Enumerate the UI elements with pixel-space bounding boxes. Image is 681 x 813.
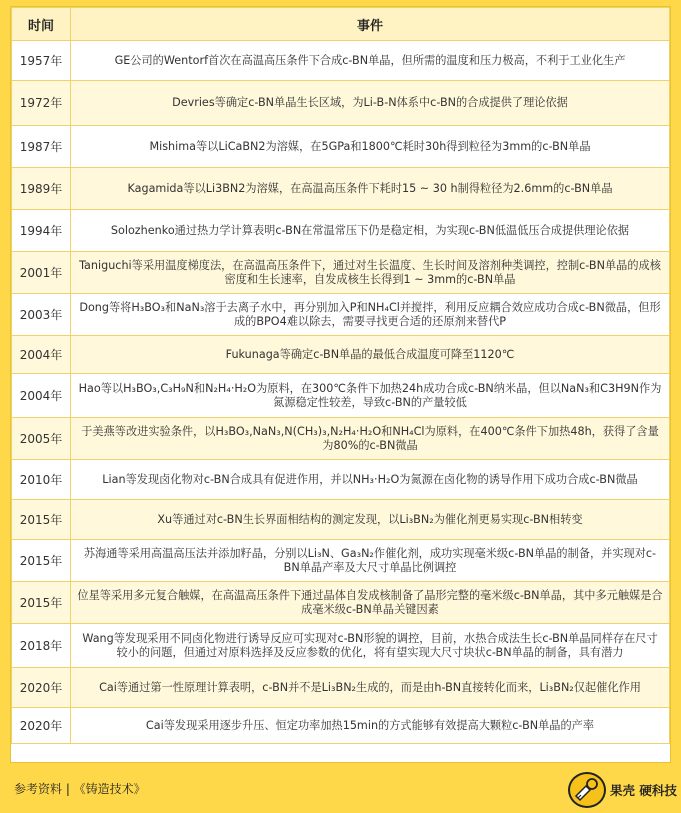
brand-logo xyxy=(568,770,678,810)
row-year: 2005年 xyxy=(12,418,71,460)
table-row xyxy=(12,418,670,460)
row-year: 1994年 xyxy=(12,210,71,252)
table-row xyxy=(12,460,670,500)
row-year: 2003年 xyxy=(12,294,71,336)
header-time: 时间 xyxy=(12,8,71,41)
row-event: 位星等采用多元复合触媒，在高温高压条件下通过晶体自发成核制备了晶形完整的毫米级c-BN单晶，其中多元触媒是合成毫米级c-BN单晶关键因素 xyxy=(71,582,670,624)
table-row xyxy=(12,668,670,708)
table-row xyxy=(12,500,670,540)
row-event: Solozhenko通过热力学计算表明c-BN在常温常压下仍是稳定相，为实现c-BN低温低压合成提供理论依据 xyxy=(71,210,670,252)
row-event: Taniguchi等采用温度梯度法，在高温高压条件下，通过对生长温度、生长时间及溶剂种类调控，控制c-BN单晶的成核密度和生长速率，自发成核生长得到1 ~ 3mm的c-BN单晶 xyxy=(71,252,670,294)
table-row xyxy=(12,374,670,418)
header-event: 事件 xyxy=(71,8,670,41)
row-event: Mishima等以LiCaBN2为溶媒，在5GPa和1800℃耗时30h得到粒径为3mm的c-BN单晶 xyxy=(71,126,670,168)
row-year: 2004年 xyxy=(12,374,71,418)
row-year: 2010年 xyxy=(12,460,71,500)
row-year: 2015年 xyxy=(12,500,71,540)
row-event: Lian等发现卤化物对c-BN合成具有促进作用，并以NH₃·H₂O为氮源在卤化物的诱导作用下成功合成c-BN微晶 xyxy=(71,460,670,500)
row-event: GE公司的Wentorf首次在高温高压条件下合成c-BN单晶，但所需的温度和压力极高，不利于工业化生产 xyxy=(71,41,670,81)
row-event: Wang等发现采用不同卤化物进行诱导反应可实现对c-BN形貌的调控，目前，水热合成法生长c-BN单晶同样存在尺寸较小的问题，但通过对原料选择及反应参数的优化，将有望实现大尺寸块状c-BN单晶的制备，具有潜力 xyxy=(71,624,670,668)
row-year: 2004年 xyxy=(12,336,71,374)
row-year: 2018年 xyxy=(12,624,71,668)
table-row xyxy=(12,708,670,744)
row-event: Cai等发现采用逐步升压、恒定功率加热15min的方式能够有效提高大颗粒c-BN单晶的产率 xyxy=(71,708,670,744)
table-row xyxy=(12,126,670,168)
row-event: Fukunaga等确定c-BN单晶的最低合成温度可降至1120℃ xyxy=(71,336,670,374)
row-event: Dong等将H₃BO₃和NaN₃溶于去离子水中，再分别加入P和NH₄Cl并搅拌，利用反应耦合效应成功合成c-BN微晶，但形成的BPO4难以除去，需要寻找更合适的还原剂来替代P xyxy=(71,294,670,336)
row-year: 2020年 xyxy=(12,668,71,708)
table-row xyxy=(12,252,670,294)
row-event: Kagamida等以Li3BN2为溶媒，在高温高压条件下耗时15 ~ 30 h制得粒径为2.6mm的c-BN单晶 xyxy=(71,168,670,210)
row-year: 2015年 xyxy=(12,540,71,582)
row-year: 1972年 xyxy=(12,81,71,126)
table-row xyxy=(12,624,670,668)
row-event: 于美燕等改进实验条件，以H₃BO₃,NaN₃,N(CH₃)₃,N₂H₄·H₂O和NH₄Cl为原料，在400℃条件下加热48h，获得了含量为80%的c-BN微晶 xyxy=(71,418,670,460)
row-year: 2001年 xyxy=(12,252,71,294)
row-year: 1957年 xyxy=(12,41,71,81)
reference-note: 参考资料 | 《铸造技术》 xyxy=(14,782,146,796)
table-row xyxy=(12,210,670,252)
row-event: Hao等以H₃BO₃,C₃H₉N和N₂H₄·H₂O为原料，在300℃条件下加热24h成功合成c-BN纳米晶，但以NaN₃和C3H9N作为氮源稳定性较差，导致c-BN的产量较低 xyxy=(71,374,670,418)
row-year: 1989年 xyxy=(12,168,71,210)
row-event: 苏海通等采用高温高压法并添加籽晶，分别以Li₃N、Ga₃N₂作催化剂，成功实现毫米级c-BN单晶的制备，并实现对c-BN单晶产率及大尺寸单晶比例调控 xyxy=(71,540,670,582)
timeline-table xyxy=(11,7,670,744)
table-row xyxy=(12,336,670,374)
brand-name: 果壳 硬科技 xyxy=(610,783,677,798)
table-row xyxy=(12,294,670,336)
timeline-table-frame xyxy=(10,6,671,763)
table-row xyxy=(12,582,670,624)
table-row xyxy=(12,540,670,582)
table-row xyxy=(12,41,670,81)
row-year: 2015年 xyxy=(12,582,71,624)
hand-wrench-icon xyxy=(568,772,606,808)
row-year: 2020年 xyxy=(12,708,71,744)
row-year: 1987年 xyxy=(12,126,71,168)
table-header-row xyxy=(12,8,670,41)
table-row xyxy=(12,168,670,210)
row-event: Devries等确定c-BN单晶生长区域，为Li-B-N体系中c-BN的合成提供了理论依据 xyxy=(71,81,670,126)
table-row xyxy=(12,81,670,126)
row-event: Xu等通过对c-BN生长界面相结构的测定发现，以Li₃BN₂为催化剂更易实现c-BN相转变 xyxy=(71,500,670,540)
row-event: Cai等通过第一性原理计算表明，c-BN并不是Li₃BN₂生成的，而是由h-BN直接转化而来，Li₃BN₂仅起催化作用 xyxy=(71,668,670,708)
